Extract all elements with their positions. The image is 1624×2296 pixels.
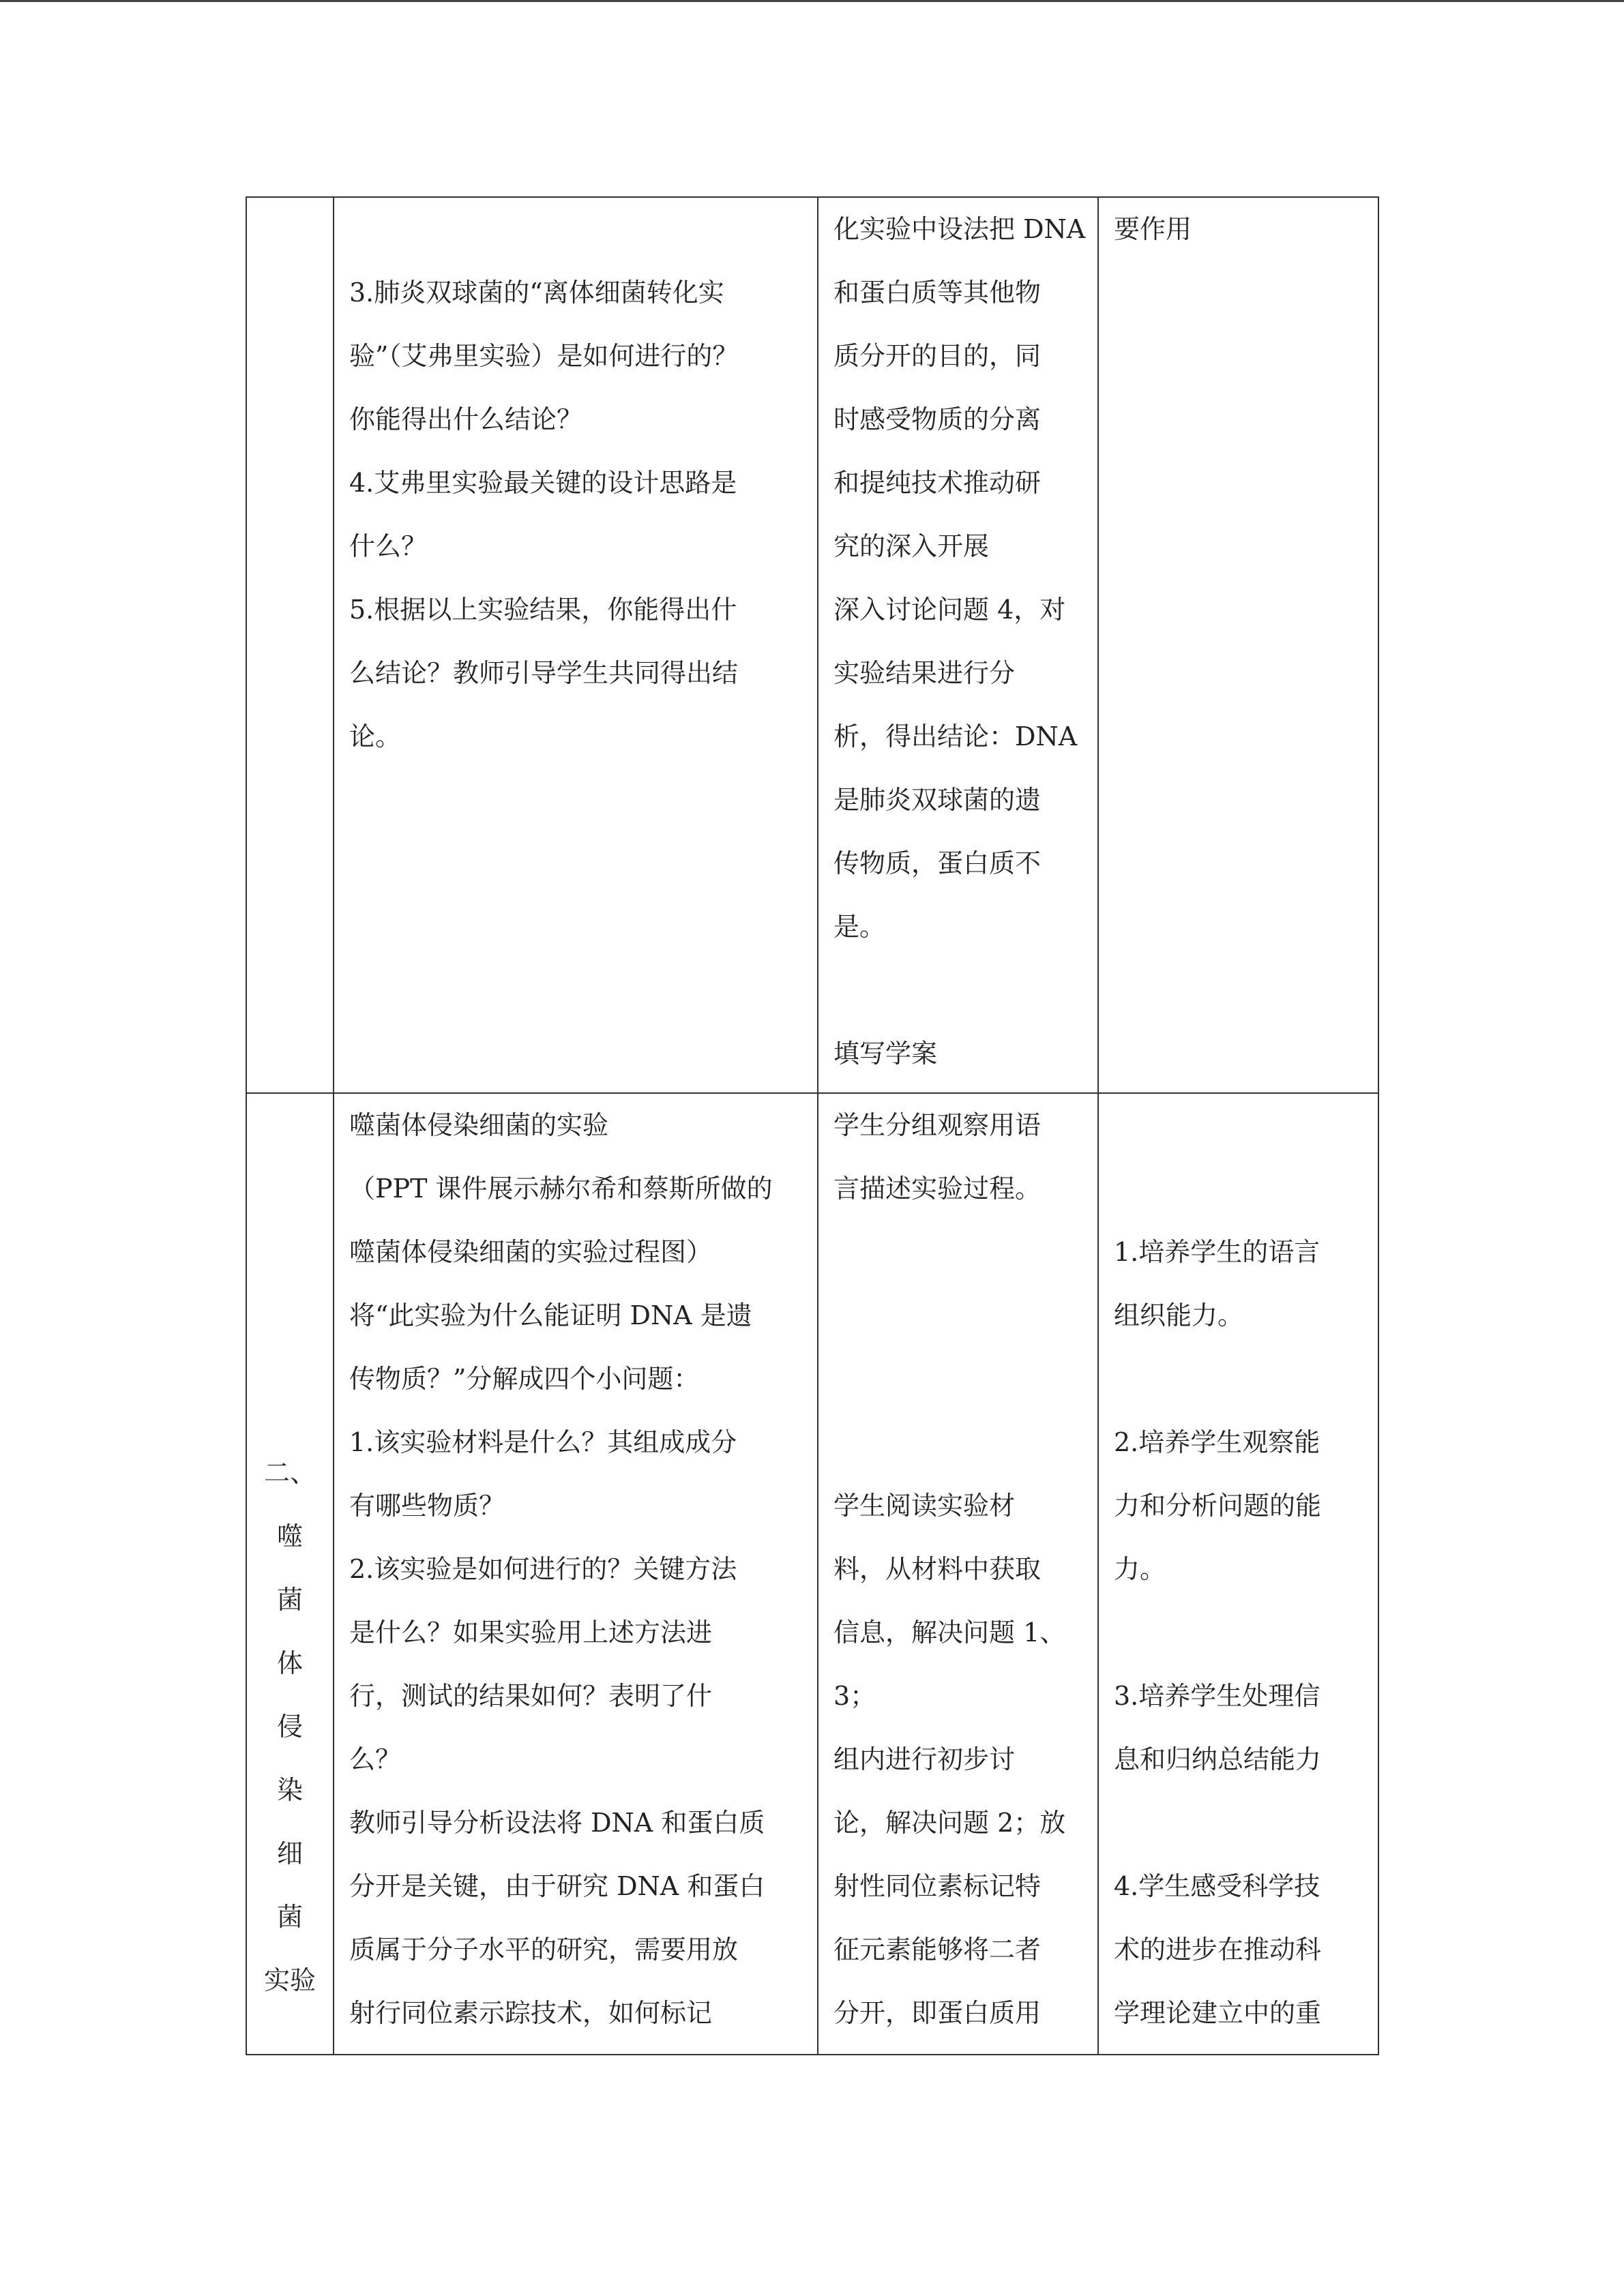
text-line: 力和分析问题的能	[1114, 1491, 1322, 1521]
blank-line	[349, 198, 802, 261]
text-line: 5.根据以上实验结果，你能得出什	[349, 595, 737, 625]
text-line: 1.培养学生的语言	[1114, 1237, 1320, 1267]
design-intent-cell	[1098, 197, 1378, 1093]
blank-line	[833, 1347, 1082, 1411]
text-line: 传物质？”分解成四个小问题：	[349, 1364, 700, 1394]
teacher-text	[349, 198, 802, 769]
section-label-char: 噬	[276, 1521, 303, 1551]
text-line: 信息，解决问题 1、	[833, 1617, 1066, 1648]
text-line: 要作用	[1114, 214, 1192, 244]
text-line: 论，解决问题 2；放	[833, 1808, 1066, 1838]
text-line: 噬菌体侵染细菌的实验过程图）	[349, 1237, 713, 1267]
section-label-char: 细	[276, 1838, 303, 1868]
text-line: 分开，即蛋白质用	[833, 1998, 1042, 2028]
blank-line	[1114, 1791, 1363, 1855]
text-line: 3.培养学生处理信	[1114, 1681, 1320, 1711]
section-label-char: 体	[276, 1648, 303, 1678]
text-line: 征元素能够将二者	[833, 1935, 1042, 1965]
text-line: 质分开的目的，同	[833, 341, 1042, 371]
table-row	[246, 1093, 1378, 2055]
teacher-text	[349, 1094, 802, 2045]
text-line: 4.学生感受科学技	[1114, 1871, 1320, 1901]
blank-line	[833, 1411, 1082, 1474]
section-cell	[246, 1093, 334, 2055]
text-line: 论。	[349, 721, 402, 751]
text-line: 传物质，蛋白质不	[833, 848, 1042, 878]
student-activity-cell	[818, 1093, 1098, 2055]
section-label-char: 侵	[276, 1712, 303, 1742]
text-line: 什么？	[349, 531, 428, 561]
text-line: 和提纯技术推动研	[833, 468, 1042, 498]
text-line: 行，测试的结果如何？表明了什	[349, 1681, 713, 1711]
blank-line	[1114, 1157, 1363, 1221]
text-line: 学理论建立中的重	[1114, 1998, 1322, 2028]
lesson-plan-table	[246, 196, 1379, 2055]
text-line: 射性同位素标记特	[833, 1871, 1042, 1901]
blank-line	[1114, 1601, 1363, 1665]
text-line: 2.该实验是如何进行的？关键方法	[349, 1554, 737, 1584]
text-line: 验”（艾弗里实验）是如何进行的？	[349, 341, 739, 371]
text-line: 学生分组观察用语	[833, 1110, 1042, 1140]
text-line: 4.艾弗里实验最关键的设计思路是	[349, 468, 737, 498]
text-line: 有哪些物质？	[349, 1491, 505, 1521]
text-line: 3.肺炎双球菌的“离体细菌转化实	[349, 278, 724, 308]
text-line: 析，得出结论：DNA	[833, 721, 1078, 751]
teacher-activity-cell	[334, 197, 818, 1093]
teacher-activity-cell	[334, 1093, 818, 2055]
text-line: 噬菌体侵染细菌的实验	[349, 1110, 609, 1140]
text-line: 是肺炎双球菌的遗	[833, 785, 1042, 815]
student-text	[833, 1094, 1082, 2045]
text-line: 是什么？如果实验用上述方法进	[349, 1617, 713, 1648]
text-line: 3；	[833, 1681, 876, 1711]
intent-text	[1114, 1094, 1363, 2045]
text-line: 分开是关键，由于研究 DNA 和蛋白	[349, 1871, 765, 1901]
blank-line	[833, 959, 1082, 1022]
text-line: 1.该实验材料是什么？其组成成分	[349, 1427, 737, 1457]
text-line: 学生阅读实验材	[833, 1491, 1016, 1521]
section-cell	[246, 197, 334, 1093]
blank-line	[1114, 1347, 1363, 1411]
text-line: 组织能力。	[1114, 1300, 1244, 1330]
text-line: 深入讨论问题 4，对	[833, 595, 1066, 625]
text-line: 填写学案	[833, 1039, 938, 1069]
text-line: 是。	[833, 912, 886, 942]
text-line: 息和归纳总结能力	[1114, 1744, 1322, 1774]
section-label-char: 菌	[276, 1902, 303, 1932]
text-line: 实验结果进行分	[833, 658, 1016, 688]
section-label-char: 实验	[263, 1965, 316, 1995]
blank-line	[833, 1284, 1082, 1347]
text-line: 质属于分子水平的研究，需要用放	[349, 1935, 739, 1965]
text-line: 组内进行初步讨	[833, 1744, 1016, 1774]
section-vertical-label	[262, 1094, 318, 2012]
text-line: 术的进步在推动科	[1114, 1935, 1322, 1965]
text-line: 射行同位素示踪技术，如何标记	[349, 1998, 713, 2028]
section-label-char: 二、	[263, 1458, 316, 1488]
text-line: 化实验中设法把 DNA	[833, 214, 1086, 244]
text-line: 2.培养学生观察能	[1114, 1427, 1320, 1457]
student-text	[833, 198, 1086, 1086]
section-label-char: 菌	[276, 1585, 303, 1615]
text-line: 教师引导分析设法将 DNA 和蛋白质	[349, 1808, 765, 1838]
text-line: 力。	[1114, 1554, 1166, 1584]
intent-text	[1114, 198, 1363, 261]
text-line: 究的深入开展	[833, 531, 990, 561]
table-row	[246, 197, 1378, 1093]
text-line: 料，从材料中获取	[833, 1554, 1042, 1584]
page-top-border	[0, 0, 1624, 2]
blank-line	[1114, 1094, 1363, 1157]
text-line: 将“此实验为什么能证明 DNA 是遗	[349, 1300, 752, 1330]
text-line: 么结论？教师引导学生共同得出结	[349, 658, 739, 688]
section-label-char: 染	[276, 1775, 303, 1805]
text-line: （PPT 课件展示赫尔希和蔡斯所做的	[349, 1174, 773, 1204]
text-line: 么？	[349, 1744, 402, 1774]
text-line: 你能得出什么结论？	[349, 404, 583, 434]
blank-line	[833, 1221, 1082, 1284]
student-activity-cell	[818, 197, 1098, 1093]
text-line: 时感受物质的分离	[833, 404, 1042, 434]
text-line: 言描述实验过程。	[833, 1174, 1042, 1204]
text-line: 和蛋白质等其他物	[833, 278, 1042, 308]
design-intent-cell	[1098, 1093, 1378, 2055]
